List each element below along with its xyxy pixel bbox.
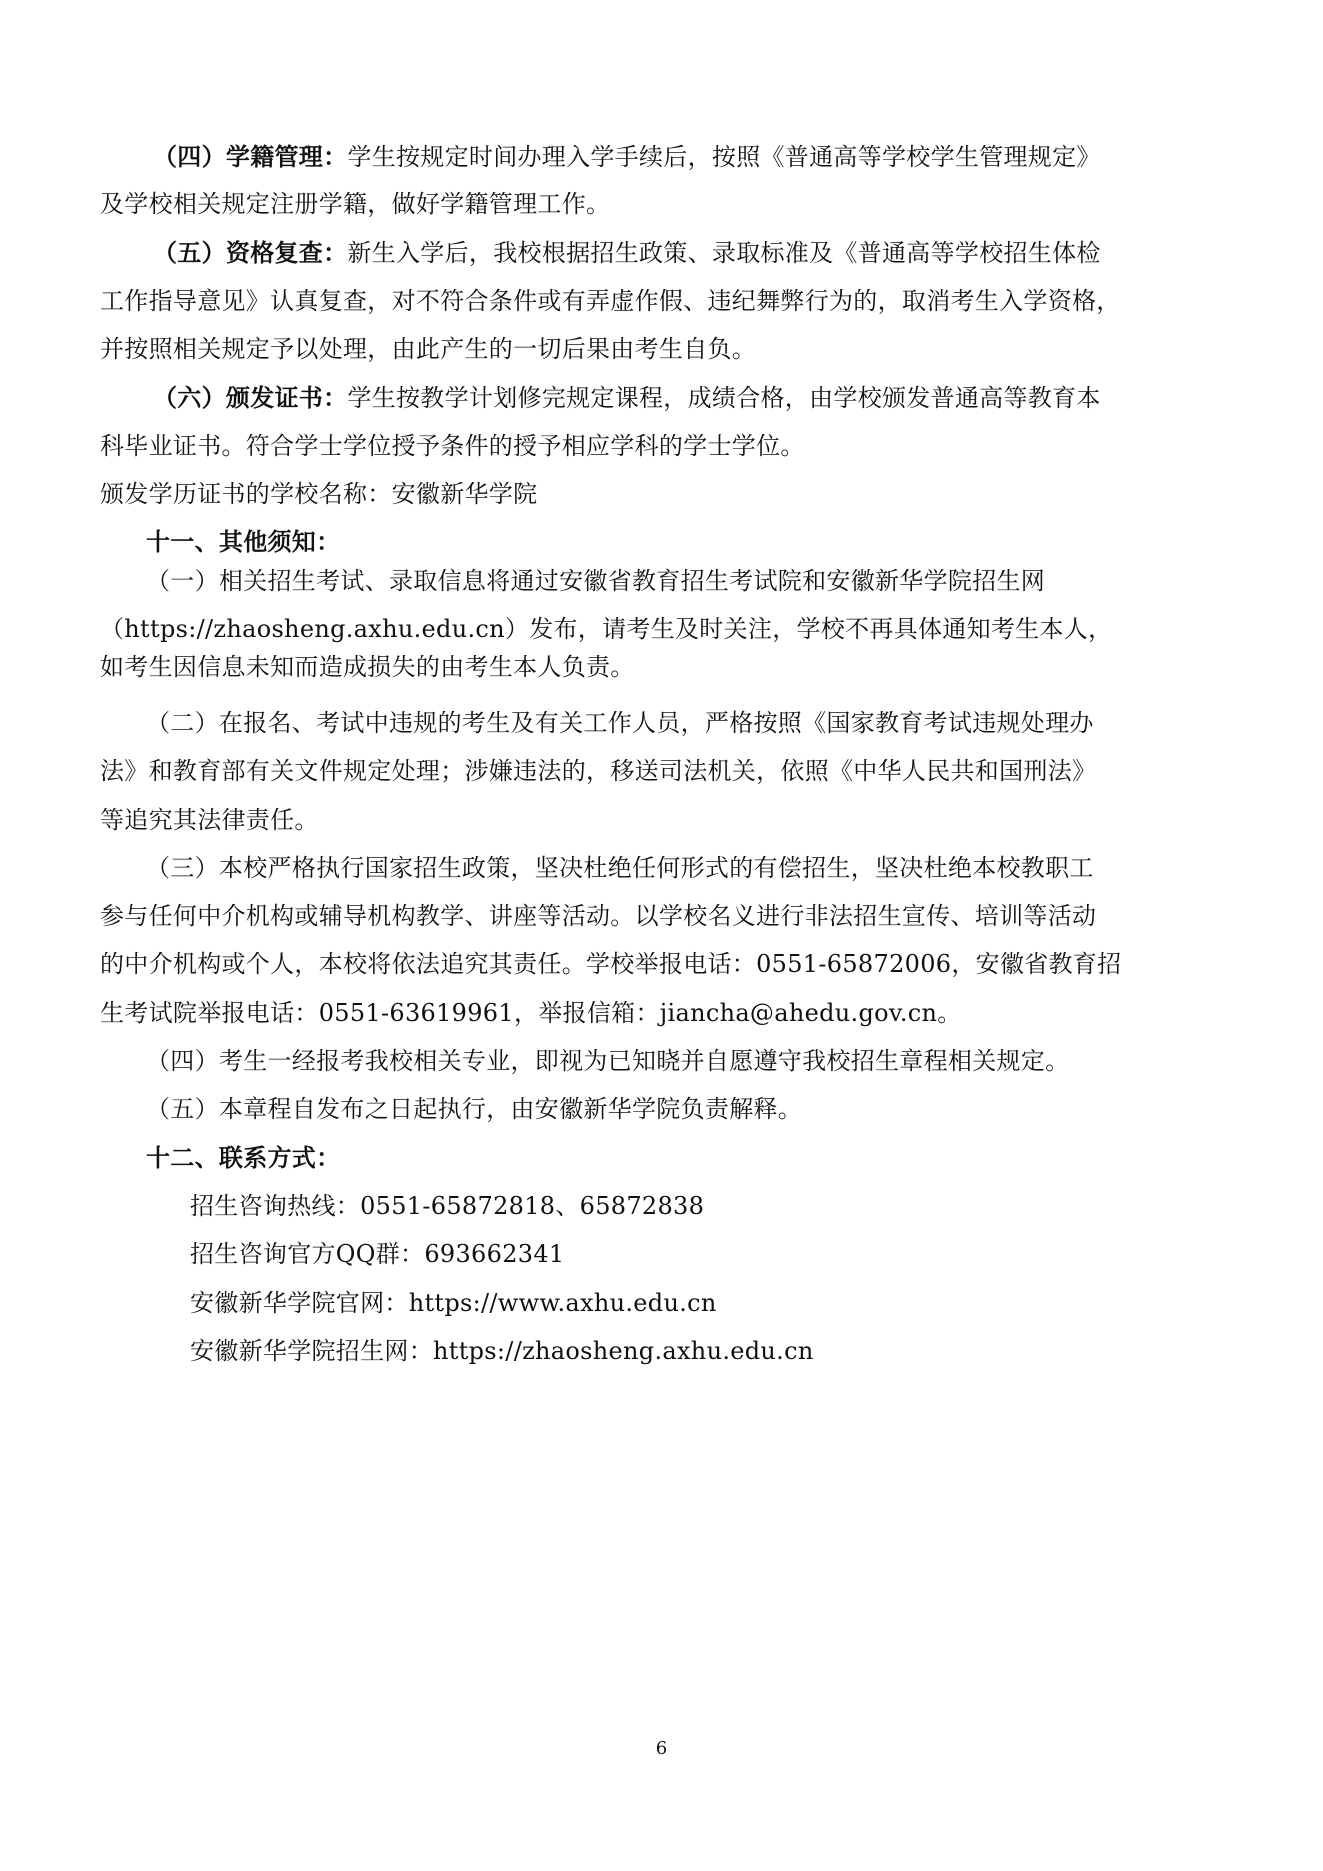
notice-5: （五）本章程自发布之日起执行，由安徽新华学院负责解释。	[146, 1095, 803, 1123]
section-6-line-3: 颁发学历证书的学校名称：安徽新华学院	[100, 480, 538, 508]
notice-1-line-2: （https://zhaosheng.axhu.edu.cn）发布，请考生及时关注，学校不再具体通知考生本人，	[100, 615, 1113, 643]
section-5-text: 新生入学后，我校根据招生政策、录取标准及《普通高等学校招生体检	[347, 239, 1101, 267]
contact-hotline: 招生咨询热线：0551-65872818、65872838	[190, 1192, 705, 1220]
section-4-text: 学生按规定时间办理入学手续后，按照《普通高等学校学生管理规定》	[347, 143, 1101, 171]
notice-2-line-1: （二）在报名、考试中违规的考生及有关工作人员，严格按照《国家教育考试违规处理办	[146, 709, 1094, 737]
notice-3-line-1: （三）本校严格执行国家招生政策，坚决杜绝任何形式的有偿招生，坚决杜绝本校教职工	[146, 854, 1094, 882]
notice-1-line-3: 如考生因信息未知而造成损失的由考生本人负责。	[100, 653, 635, 681]
notice-3-line-3: 的中介机构或个人，本校将依法追究其责任。学校举报电话：0551-65872006，安徽省教育招	[100, 950, 1122, 978]
notice-1-line-1: （一）相关招生考试、录取信息将通过安徽省教育招生考试院和安徽新华学院招生网	[146, 567, 1046, 595]
section-5-line-1	[153, 236, 1101, 270]
section-5-heading: （五）资格复查：	[153, 238, 348, 267]
section-5-line-3: 并按照相关规定予以处理，由此产生的一切后果由考生自负。	[100, 335, 757, 363]
section-6-line-1	[153, 381, 1101, 415]
contact-qq-group: 招生咨询官方QQ群：693662341	[190, 1240, 565, 1268]
section-5-line-2: 工作指导意见》认真复查，对不符合条件或有弄虚作假、违纪舞弊行为的，取消考生入学资格，	[100, 287, 1121, 315]
notice-2-line-3: 等追究其法律责任。	[100, 806, 319, 834]
section-6-heading: （六）颁发证书：	[153, 383, 348, 412]
section-11-title: 十一、其他须知：	[146, 527, 341, 556]
section-6-line-2: 科毕业证书。符合学士学位授予条件的授予相应学科的学士学位。	[100, 432, 805, 460]
contact-official-site: 安徽新华学院官网：https://www.axhu.edu.cn	[190, 1289, 717, 1317]
notice-3-line-2: 参与任何中介机构或辅导机构教学、讲座等活动。以学校名义进行非法招生宣传、培训等活动	[100, 902, 1097, 930]
section-4-heading: （四）学籍管理：	[153, 142, 348, 171]
notice-3-line-4: 生考试院举报电话：0551-63619961，举报信箱：jiancha@ahedu.gov.cn。	[100, 999, 962, 1027]
page-number: 6	[655, 1738, 668, 1759]
notice-4: （四）考生一经报考我校相关专业，即视为已知晓并自愿遵守我校招生章程相关规定。	[146, 1047, 1070, 1075]
section-4-line-2: 及学校相关规定注册学籍，做好学籍管理工作。	[100, 190, 611, 218]
section-12-title: 十二、联系方式：	[146, 1143, 341, 1172]
contact-admissions-site: 安徽新华学院招生网：https://zhaosheng.axhu.edu.cn	[190, 1337, 814, 1365]
section-4-line-1	[153, 140, 1101, 174]
section-6-text: 学生按教学计划修完规定课程，成绩合格，由学校颁发普通高等教育本	[347, 384, 1101, 412]
notice-2-line-2: 法》和教育部有关文件规定处理；涉嫌违法的，移送司法机关，依照《中华人民共和国刑法》	[100, 757, 1097, 785]
